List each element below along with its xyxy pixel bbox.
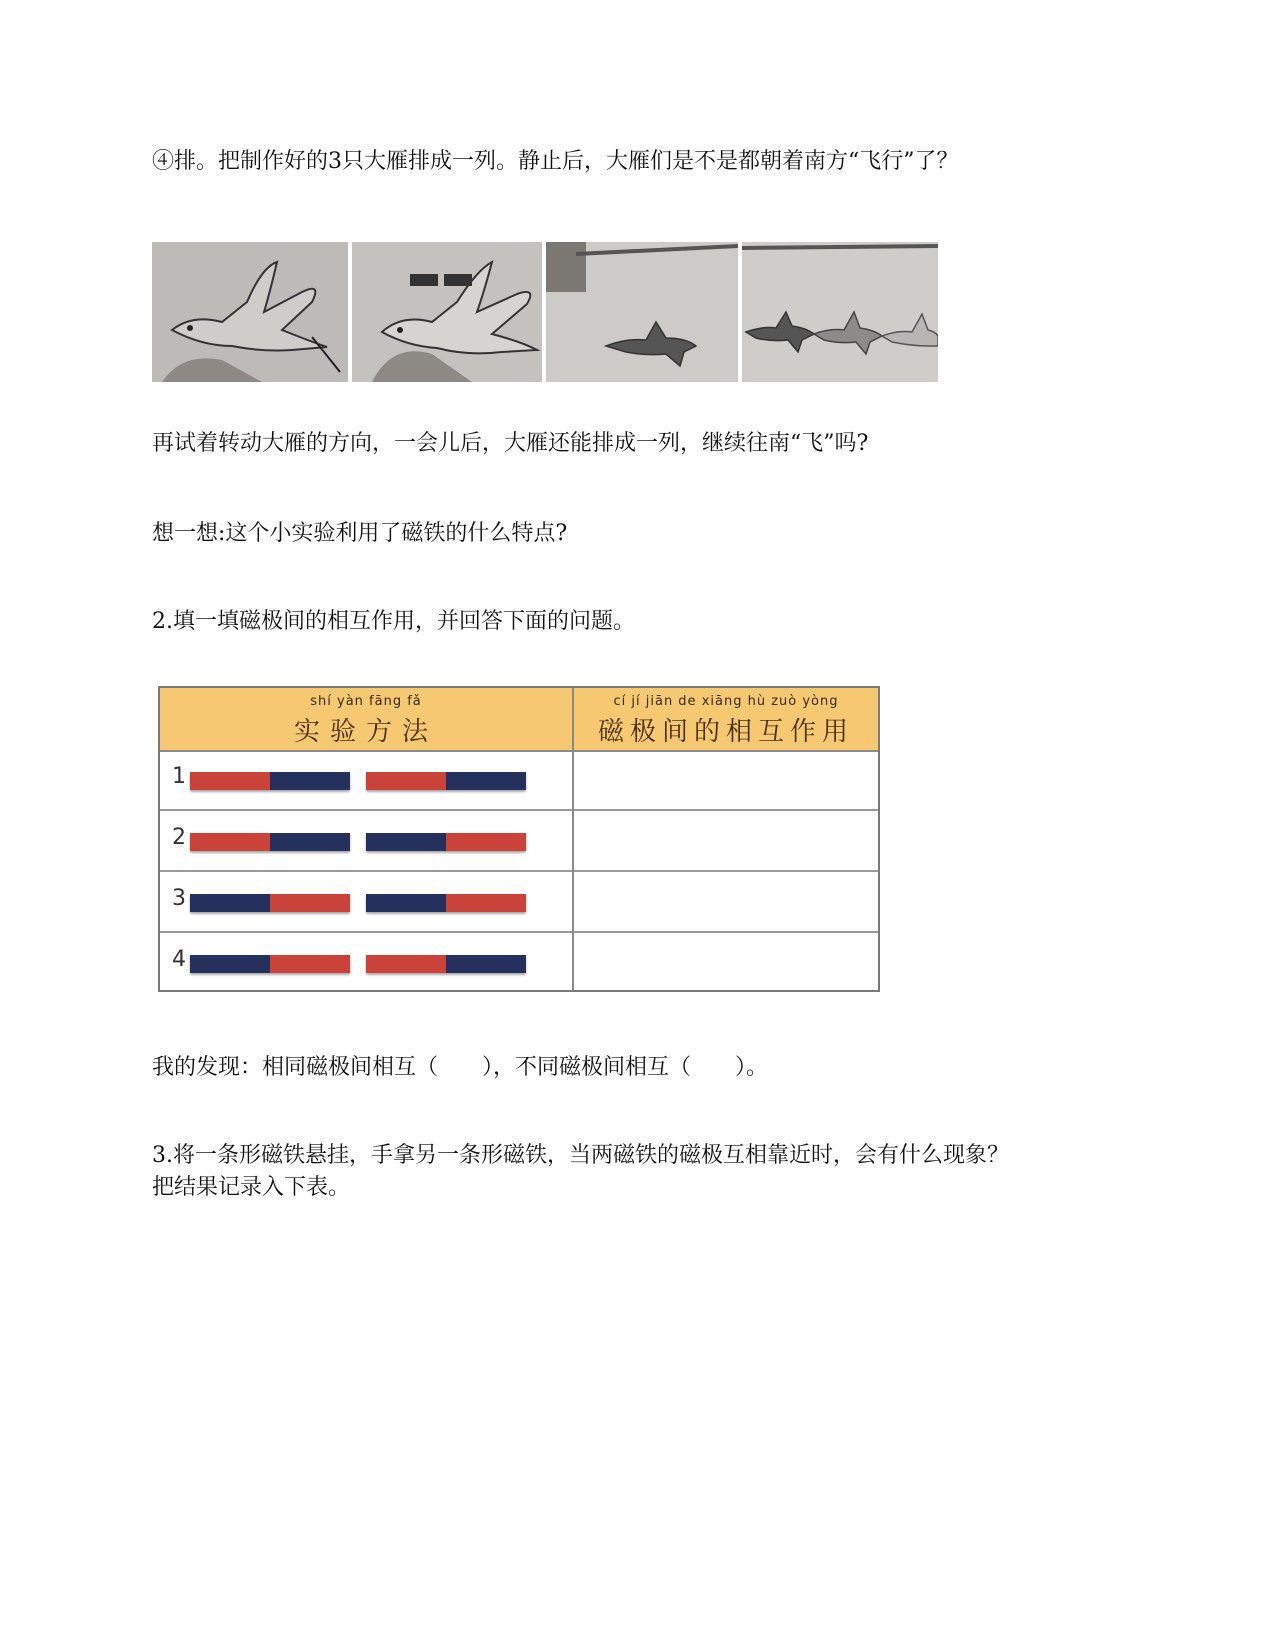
bar-magnet-left: [190, 955, 350, 973]
bar-magnet-right: [366, 833, 526, 851]
row-number: 1: [172, 764, 186, 789]
bar-magnet-right: [366, 772, 526, 790]
magnet-pole-red: [446, 894, 526, 912]
header-method-title: 实验方法: [293, 717, 438, 747]
header-method-pinyin: shí yàn fāng fǎ: [310, 694, 422, 709]
magnet-pole-blue: [190, 894, 270, 912]
magnet-pole-red: [270, 894, 350, 912]
table-header: [160, 688, 878, 752]
magnet-pole-blue: [366, 894, 446, 912]
photo-three-geese: [742, 242, 938, 382]
header-interaction: [574, 688, 878, 750]
magnet-pole-red: [190, 772, 270, 790]
answer-cell[interactable]: [574, 811, 878, 870]
magnet-pole-red: [446, 833, 526, 851]
answer-cell[interactable]: [574, 872, 878, 931]
retry-text: 再试着转动大雁的方向，一会儿后，大雁还能排成一列，继续往南“飞”吗?: [152, 431, 869, 456]
magnet-table: [158, 686, 880, 992]
magnet-pole-blue: [190, 955, 270, 973]
bar-magnet-left: [190, 772, 350, 790]
discovery-text: 我的发现：相同磁极间相互（ ），不同磁极间相互（ ）。: [152, 1055, 769, 1080]
bar-magnet-right: [366, 955, 526, 973]
magnet-pole-blue: [270, 833, 350, 851]
bar-magnet-right: [366, 894, 526, 912]
row-number: 2: [172, 825, 186, 850]
question-3-line2: 把结果记录入下表。: [152, 1175, 351, 1200]
photo-attaching-magnet: [352, 242, 542, 382]
table-row: [160, 872, 878, 933]
table-row: [160, 811, 878, 872]
header-interaction-pinyin: cí jí jiān de xiāng hù zuò yòng: [613, 694, 839, 709]
magnet-pole-blue: [366, 833, 446, 851]
bar-magnet-left: [190, 833, 350, 851]
step4-text: ④排。把制作好的3只大雁排成一列。静止后，大雁们是不是都朝着南方“飞行”了？: [152, 149, 959, 174]
table-row: [160, 750, 878, 811]
answer-cell[interactable]: [574, 750, 878, 809]
think-text: 想一想:这个小实验利用了磁铁的什么特点?: [152, 521, 568, 546]
magnet-pole-red: [270, 955, 350, 973]
magnet-pole-blue: [270, 772, 350, 790]
question-2: 2.填一填磁极间的相互作用，并回答下面的问题。: [152, 609, 635, 634]
photo-cutting-goose: [152, 242, 348, 382]
photo-single-goose: [546, 242, 738, 382]
magnet-pole-blue: [446, 772, 526, 790]
answer-cell[interactable]: [574, 933, 878, 994]
column-divider: [572, 688, 574, 990]
magnet-pole-red: [366, 772, 446, 790]
header-method: [160, 688, 572, 750]
magnet-pole-red: [190, 833, 270, 851]
table-row: [160, 933, 878, 994]
magnet-pole-red: [366, 955, 446, 973]
question-3-line1: 3.将一条形磁铁悬挂，手拿另一条形磁铁，当两磁铁的磁极互相靠近时，会有什么现象？: [152, 1143, 1009, 1168]
header-interaction-title: 磁极间的相互作用: [597, 717, 854, 747]
bar-magnet-left: [190, 894, 350, 912]
row-number: 3: [172, 886, 186, 911]
row-number: 4: [172, 947, 186, 972]
magnet-pole-blue: [446, 955, 526, 973]
